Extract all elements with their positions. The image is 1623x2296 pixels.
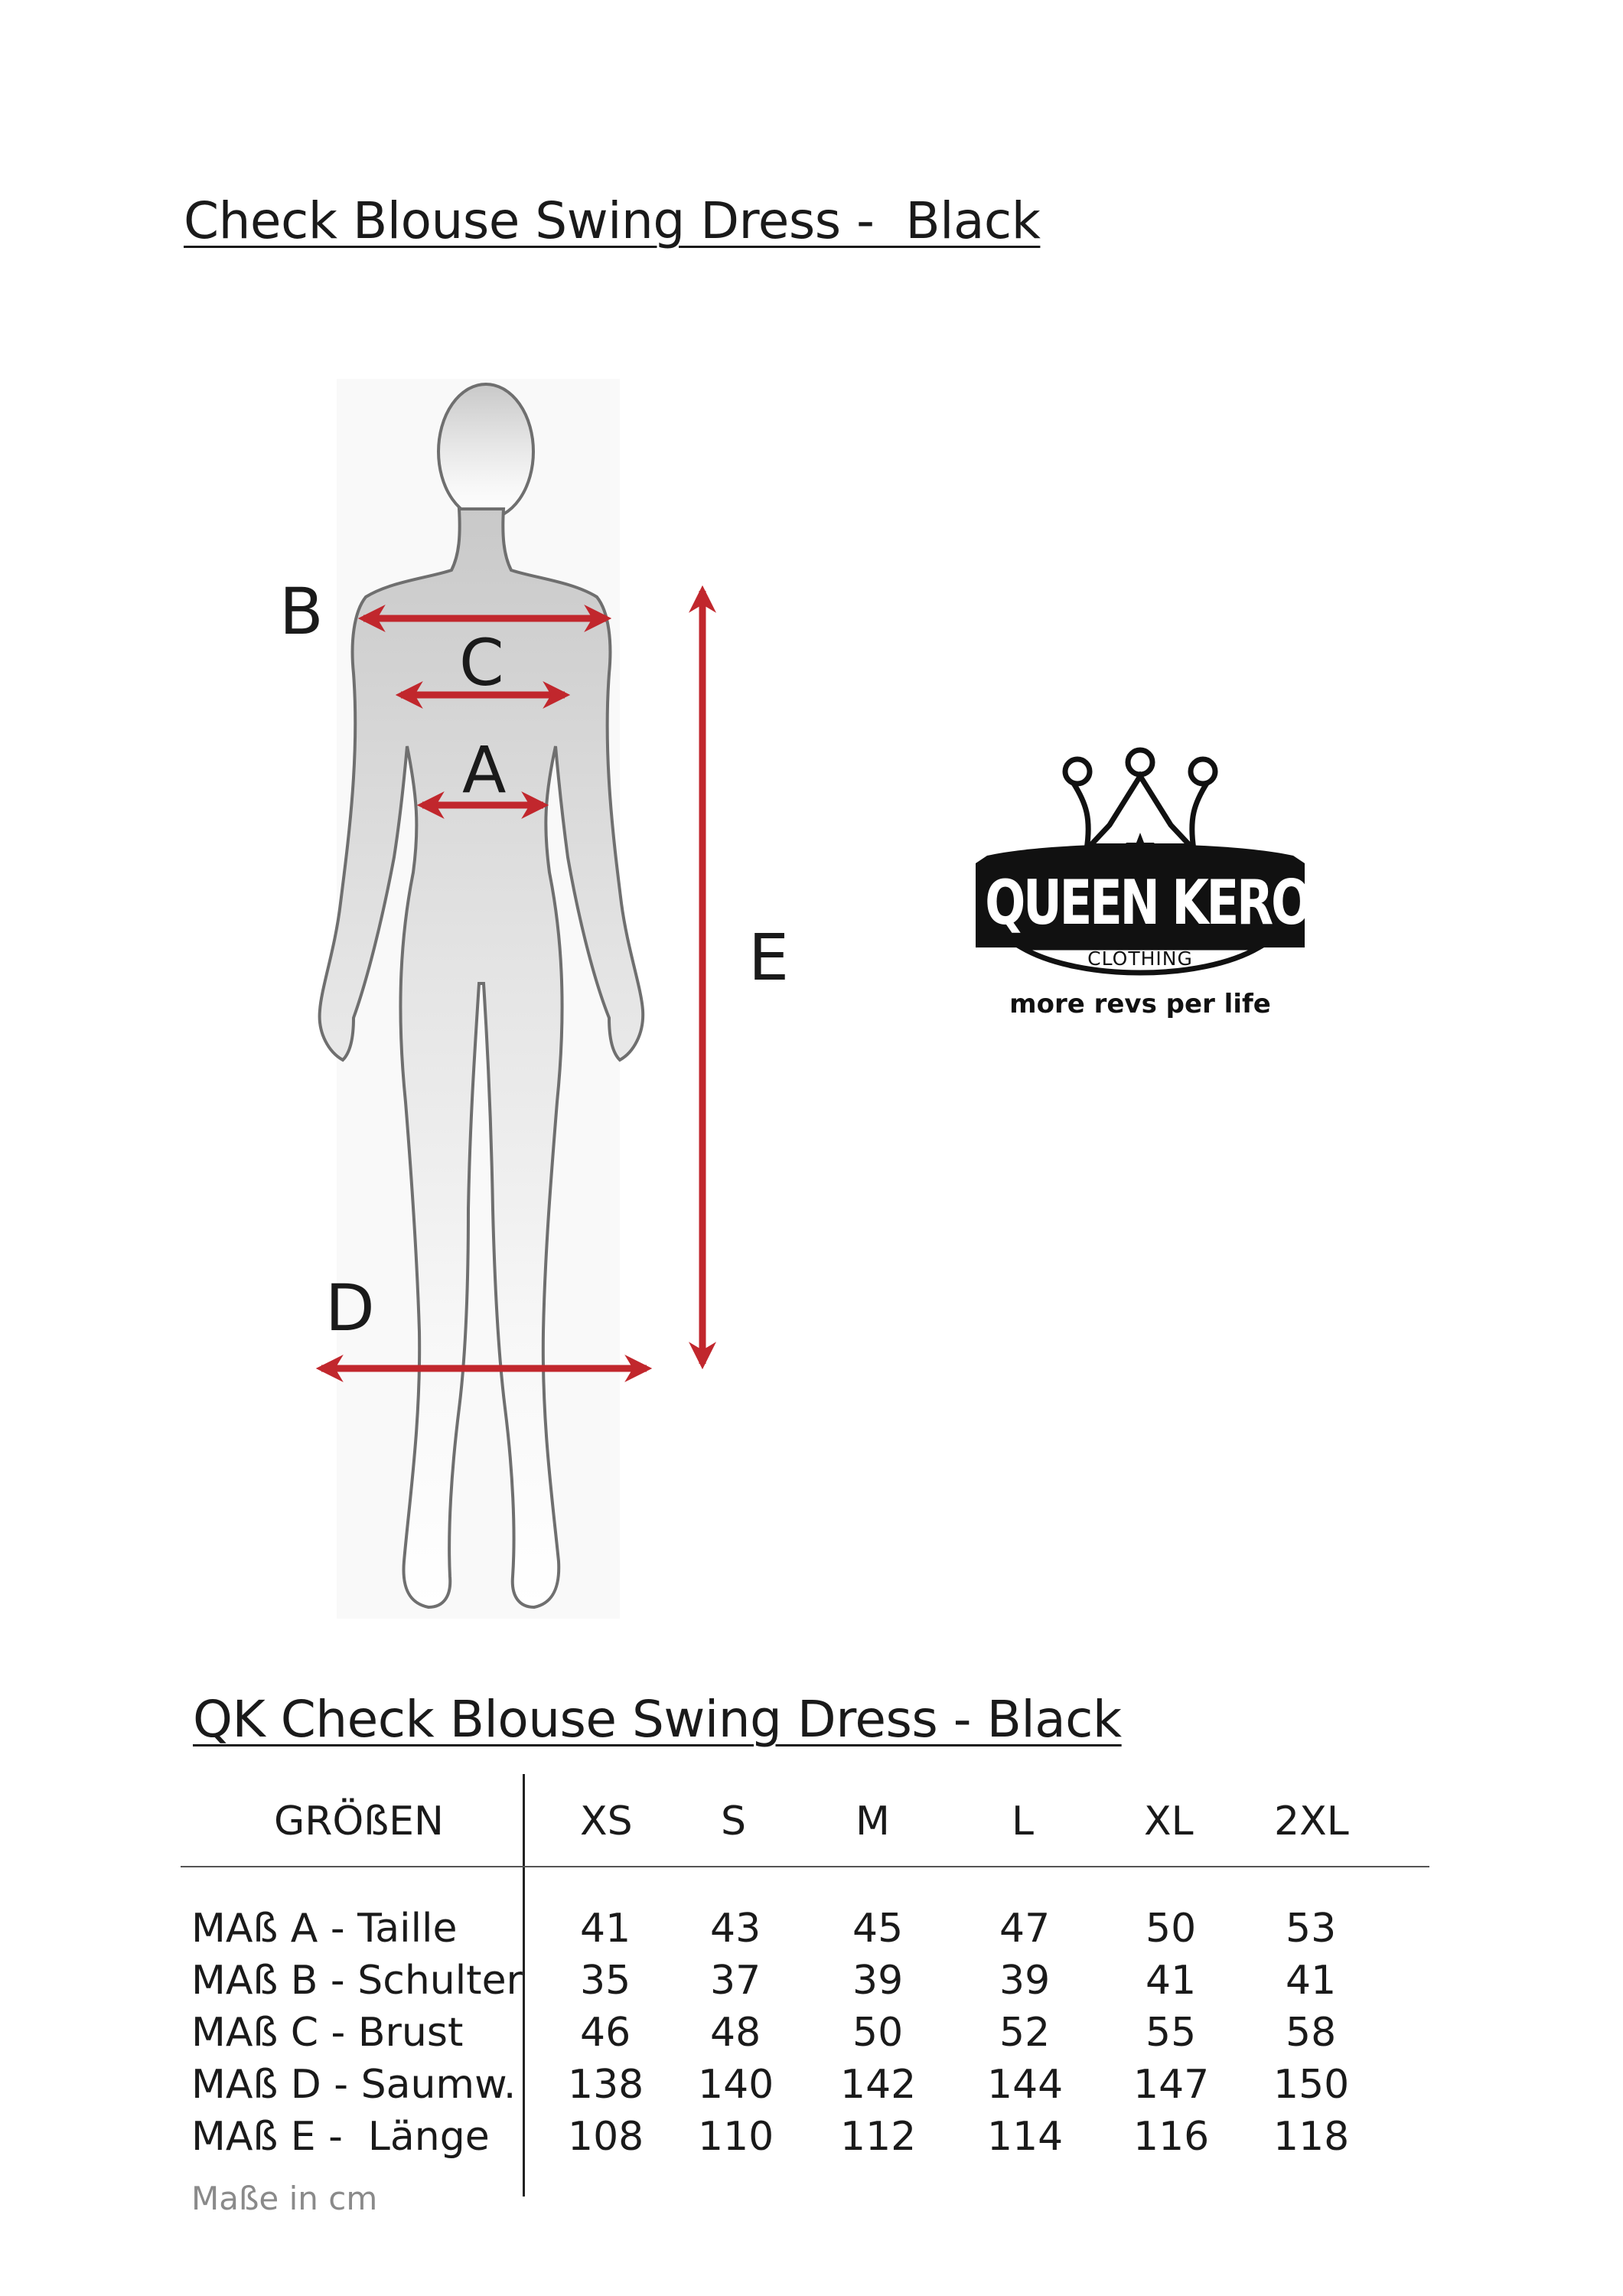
- row-label: MAß A - Taille: [191, 1906, 458, 1952]
- header-size-2xl: 2XL: [1274, 1799, 1349, 1844]
- table-cell: 50: [852, 2010, 904, 2056]
- table-cell: 43: [710, 1906, 761, 1952]
- table-divider-horizontal: [181, 1866, 1429, 1867]
- table-cell: 41: [1286, 1958, 1337, 2004]
- units-note: Maße in cm: [191, 2180, 378, 2217]
- label-b: B: [279, 574, 324, 649]
- table-cell: 118: [1273, 2114, 1350, 2160]
- table-cell: 140: [698, 2062, 774, 2108]
- row-label: MAß E - Länge: [191, 2114, 490, 2160]
- header-size-xl: XL: [1144, 1799, 1194, 1844]
- table-cell: 138: [568, 2062, 644, 2108]
- header-size-l: L: [1012, 1799, 1034, 1844]
- table-cell: 142: [840, 2062, 917, 2108]
- page-title: Check Blouse Swing Dress - Black: [184, 191, 1041, 250]
- table-cell: 46: [580, 2010, 631, 2056]
- table-cell: 35: [580, 1958, 631, 2004]
- label-a: A: [462, 732, 507, 807]
- table-cell: 37: [710, 1958, 761, 2004]
- table-cell: 112: [840, 2114, 917, 2160]
- row-label: MAß B - Schulter: [191, 1958, 523, 2004]
- table-cell: 108: [568, 2114, 644, 2160]
- row-label: MAß C - Brust: [191, 2010, 464, 2056]
- table-cell: 41: [580, 1906, 631, 1952]
- table-cell: 50: [1146, 1906, 1197, 1952]
- table-cell: 39: [999, 1958, 1051, 2004]
- header-sizes-label: GRÖßEN: [274, 1799, 444, 1844]
- table-cell: 53: [1286, 1906, 1337, 1952]
- label-e: E: [748, 920, 790, 995]
- table-cell: 58: [1286, 2010, 1337, 2056]
- row-label: MAß D - Saumw.: [191, 2062, 517, 2108]
- table-cell: 48: [710, 2010, 761, 2056]
- header-size-xs: XS: [580, 1799, 633, 1844]
- header-size-m: M: [855, 1799, 890, 1844]
- table-cell: 41: [1146, 1958, 1197, 2004]
- table-cell: 39: [852, 1958, 904, 2004]
- table-cell: 110: [698, 2114, 774, 2160]
- label-c: C: [459, 625, 504, 700]
- logo-tagline: more revs per life: [1009, 989, 1271, 1019]
- table-divider-vertical: [523, 1774, 525, 2197]
- table-cell: 55: [1146, 2010, 1197, 2056]
- logo-name: QUEEN KEROSIN: [985, 867, 1395, 938]
- label-d: D: [325, 1270, 375, 1345]
- table-cell: 147: [1133, 2062, 1210, 2108]
- table-cell: 45: [852, 1906, 904, 1952]
- table-cell: 47: [999, 1906, 1051, 1952]
- logo-subtitle: CLOTHING: [1087, 947, 1193, 970]
- header-size-s: S: [721, 1799, 747, 1844]
- table-title: QK Check Blouse Swing Dress - Black: [193, 1690, 1122, 1749]
- table-cell: 144: [987, 2062, 1064, 2108]
- table-cell: 52: [999, 2010, 1051, 2056]
- brand-logo: [941, 742, 1395, 1033]
- table-cell: 114: [987, 2114, 1064, 2160]
- table-cell: 150: [1273, 2062, 1350, 2108]
- table-cell: 116: [1133, 2114, 1210, 2160]
